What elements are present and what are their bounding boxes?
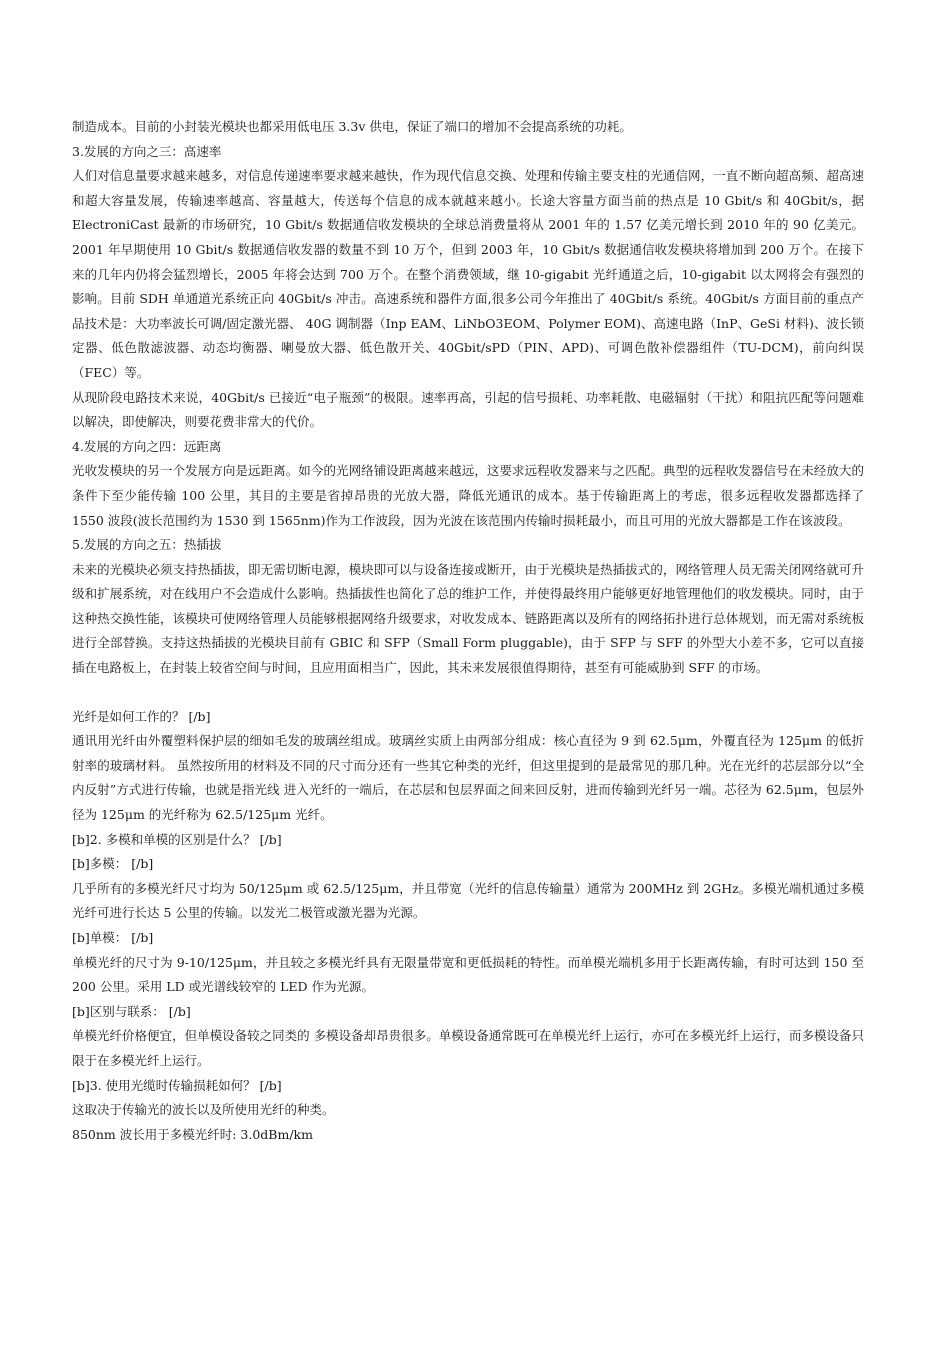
question-heading: [b]2. 多模和单模的区别是什么？ [/b] [72, 831, 282, 847]
question-heading: [b]3. 使用光缆时传输损耗如何？ [/b] [72, 1077, 282, 1093]
paragraph: 从现阶段电路技术来说，40Gbit/s 已接近“电子瓶颈”的极限。速率再高，引起的信号损耗、功率耗散、电磁辐射（干扰）和阻抗匹配等问题难以解决，即使解决，则要花费非常大的代价。 [72, 389, 864, 430]
section-heading: 4.发展的方向之四：远距离 [72, 438, 222, 454]
paragraph: 这取决于传输光的波长以及所使用光纤的种类。 [72, 1102, 335, 1118]
section-heading: 3.发展的方向之三：高速率 [72, 143, 222, 159]
document-body [72, 115, 864, 1147]
paragraph: 光收发模块的另一个发展方向是远距离。如今的光网络铺设距离越来越远，这要求远程收发器来与之匹配。典型的远程收发器信号在未经放大的条件下至少能传输 100 公里，其目的主要是省掉昂贵的光放大器，降低光通讯的成本。基于传输距离上的考虑，很多远程收发器都选择了 1550 波段(波长范围约为 1530 到 1565nm)作为工作波段，因为光波在该范围内传输时损耗最小，而且可用的光放大器都是工作在该波段。 [72, 463, 864, 528]
paragraph: 制造成本。目前的小封装光模块也都采用低电压 3.3v 供电，保证了端口的增加不会提高系统的功耗。 [72, 119, 632, 134]
paragraph: 通讯用光纤由外覆塑料保护层的细如毛发的玻璃丝组成。玻璃丝实质上由两部分组成：核心直径为 9 到 62.5μm，外覆直径为 125μm 的低折射率的玻璃材料。 虽然按所用的材料及不同的尺寸而分还有一些其它种类的光纤，但这里提到的是最常见的那几种。光在光纤的芯层部分以“全内反射”方式进行传输，也就是指光线 进入光纤的一端后，在芯层和包层界面之间来回反射，进而传输到光纤另一端。芯径为 62.5μm，包层外径为 125μm 的光纤称为 62.5/125μm 光纤。 [72, 733, 864, 823]
paragraph: 单模光纤价格便宜，但单模设备较之同类的 多模设备却昂贵很多。单模设备通常既可在单模光纤上运行，亦可在多模光纤上运行，而多模设备只限于在多模光纤上运行。 [72, 1028, 864, 1068]
paragraph: 单模光纤的尺寸为 9-10/125μm，并且较之多模光纤具有无限量带宽和更低损耗的特性。而单模光端机多用于长距离传输，有时可达到 150 至 200 公里。采用 LD 或光谱线较窄的 LED 作为光源。 [72, 954, 864, 995]
paragraph: 未来的光模块必须支持热插拔，即无需切断电源，模块即可以与设备连接或断开，由于光模块是热插拔式的，网络管理人员无需关闭网络就可升级和扩展系统，对在线用户不会造成什么影响。热插拔性也简化了总的维护工作，并使得最终用户能够更好地管理他们的收发模块。同时，由于这种热交换性能，该模块可使网络管理人员能够根据网络升级要求，对收发成本、链路距离以及所有的网络拓扑进行总体规划，而无需对系统板进行全部替换。支持这热插拔的光模块目前有 GBIC 和 SFP（Small Form pluggable)，由于 SFP 与 SFF 的外型大小差不多，它可以直接插在电路板上，在封装上较省空间与时间，且应用面相当广，因此，其未来发展很值得期待，甚至有可能威胁到 SFF 的市场。 [72, 561, 864, 676]
section-heading: 5.发展的方向之五：热插拔 [72, 537, 222, 553]
paragraph: 几乎所有的多模光纤尺寸均为 50/125μm 或 62.5/125μm，并且带宽（光纤的信息传输量）通常为 200MHz 到 2GHz。多模光端机通过多模光纤可进行长达 5 公里的传输。以发光二极管或激光器为光源。 [72, 880, 864, 921]
subheading: [b]区别与联系： [/b] [72, 1003, 191, 1019]
question-heading: 光纤是如何工作的？ [/b] [72, 708, 211, 724]
subheading: [b]单模： [/b] [72, 930, 154, 945]
subheading: [b]多模： [/b] [72, 856, 154, 872]
paragraph: 850nm 波长用于多模光纤时: 3.0dBm/km [72, 1126, 313, 1142]
blank-line [72, 681, 864, 705]
paragraph: 人们对信息量要求越来越多，对信息传递速率要求越来越快，作为现代信息交换、处理和传输主要支柱的光通信网，一直不断向超高频、超高速和超大容量发展，传输速率越高、容量越大，传送每个信息的成本就越来越小。长途大容量方面当前的热点是 10 Gbit/s 和 40Gbit/s，据 ElectroniCast 最新的市场研究，10 Gbit/s 数据通信收发模块的全球总消费量将从 2001 年的 1.57 亿美元增长到 2010 年的 90 亿美元。2001 年早期使用 10 Gbit/s 数据通信收发器的数量不到 10 万个，但到 2003 年，10 Gbit/s 数据通信收发模块将增加到 200 万个。在接下来的几年内仍将会猛烈增长，2005 年将会达到 700 万个。在整个消费领域，继 10-gigabit 光纤通道之后，10-gigabit 以太网将会有强烈的影响。目前 SDH 单通道光系统正向 40Gbit/s 冲击。高速系统和器件方面,很多公司今年推出了 40Gbit/s 系统。40Gbit/s 方面目前的重点产品技术是：大功率波长可调/固定激光器、 40G 调制器（Inp EAM、LiNbO3EOM、Polymer EOM)、高速电路（InP、GeSi 材料)、波长锁定器、低色散滤波器、动态均衡器、喇曼放大器、低色散开关、40Gbit/sPD（PIN、APD)、可调色散补偿器组件（TU-DCM)，前向纠误（FEC）等。 [72, 168, 864, 380]
